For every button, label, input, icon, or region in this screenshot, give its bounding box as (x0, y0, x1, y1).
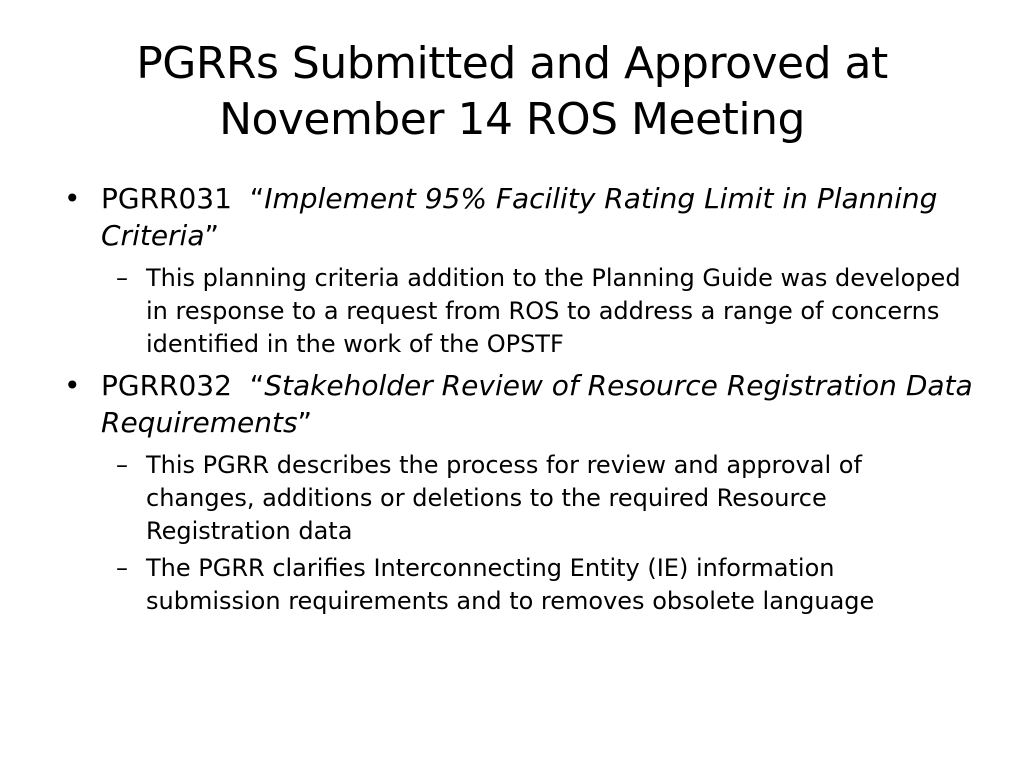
sub-list-pgrr031 (56, 262, 976, 361)
pgrr-name: Implement 95% Facility Rating Limit in Planning Criteria (101, 182, 938, 252)
close-quote: ” (204, 219, 220, 252)
bullet-pgrr032 (56, 367, 976, 441)
sub-item (56, 449, 976, 548)
bullet-dot: • (64, 182, 81, 215)
sub-item-text: The PGRR clarifies Interconnecting Entity (IE) information submission requirements and to removes obsolete language (146, 554, 875, 615)
sub-item-text: This planning criteria addition to the Planning Guide was developed in response to a request from ROS to address a range of concerns identified in the work of the OPSTF (146, 264, 961, 358)
sub-list-pgrr032 (56, 449, 976, 618)
pgrr-id: PGRR032 (101, 369, 232, 402)
close-quote: ” (297, 406, 313, 439)
pgrr-id: PGRR031 (101, 182, 232, 215)
open-quote: “ (249, 182, 265, 215)
bullet-dot: • (64, 369, 81, 402)
open-quote: “ (249, 369, 265, 402)
sub-item (56, 552, 976, 618)
dash-glyph: – (116, 554, 128, 582)
bullet-pgrr031 (56, 180, 976, 254)
sub-item (56, 262, 976, 361)
dash-glyph: – (116, 264, 128, 292)
dash-glyph: – (116, 451, 128, 479)
slide-content (56, 180, 976, 624)
slide-title: PGRRs Submitted and Approved at November 14 ROS Meeting (136, 38, 888, 145)
pgrr-name: Stakeholder Review of Resource Registration Data Requirements (101, 369, 973, 439)
sub-item-text: This PGRR describes the process for review and approval of changes, additions or deletions to the required Resource Registration data (146, 451, 862, 545)
